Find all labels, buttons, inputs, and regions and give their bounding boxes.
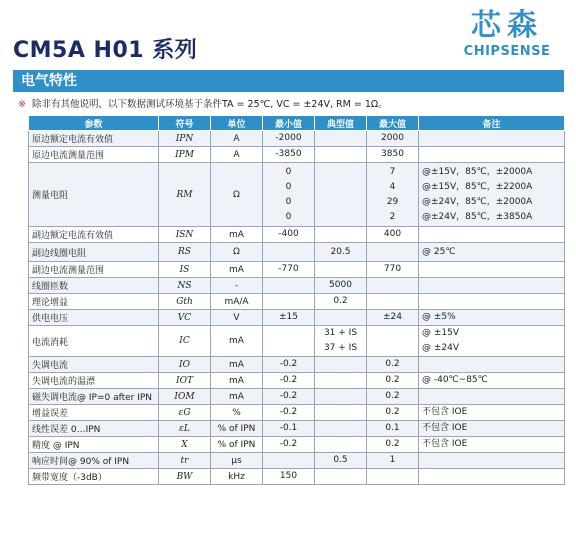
cell-max-line: 3850 [381,149,404,159]
cell-param: 理论增益 [29,294,159,310]
cell-param: 线圈匝数 [29,278,159,294]
brand-logo [452,10,562,59]
cell-note [419,163,565,227]
table-row [29,147,565,163]
cell-param: 响应时间@ 90% of IPN [29,453,159,469]
cell-param: 频带宽度（-3dB） [29,469,159,485]
cell-unit: % of IPN [211,437,263,453]
table-row [29,389,565,405]
table-row [29,357,565,373]
cell-typ-line: 37 + IS [323,343,358,353]
logo-chinese: 芯森 [471,8,543,43]
cell-unit: - [211,278,263,294]
cell-note [419,437,565,453]
cell-symbol: IOT [159,373,211,389]
cell-symbol: IOM [159,389,211,405]
cell-note [419,278,565,294]
cell-symbol: IPN [159,131,211,147]
cell-symbol: BW [159,469,211,485]
cell-note [419,373,565,389]
cell-max-line: 0.2 [385,375,400,385]
cell-min [263,453,315,469]
cell-max [367,147,419,163]
cell-typ [315,131,367,147]
cell-min [263,131,315,147]
cell-min-line: 150 [279,471,298,481]
cell-param: 副边额定电流有效值 [29,227,159,243]
cell-symbol: IO [159,357,211,373]
cell-param: 原边电流测量范围 [29,147,159,163]
cell-note-line: 不包含 IOE [422,407,468,417]
cell-max [367,163,419,227]
cell-max [367,437,419,453]
table-row [29,262,565,278]
cell-typ [315,421,367,437]
cell-symbol: ISN [159,227,211,243]
cell-min-line: -3850 [275,149,302,159]
cell-unit: A [211,147,263,163]
cell-typ [315,278,367,294]
cell-unit: mA [211,227,263,243]
cell-max [367,469,419,485]
table-row [29,131,565,147]
cell-max-line: 29 [386,196,399,207]
cell-max-line: 2000 [381,133,404,143]
cell-unit: Ω [211,243,263,262]
cell-note [419,357,565,373]
cell-max-line: 0.2 [385,439,400,449]
cell-param: 原边额定电流有效值 [29,131,159,147]
cell-max [367,421,419,437]
cell-unit: kHz [211,469,263,485]
cell-symbol: εL [159,421,211,437]
electrical-spec-table [28,115,565,485]
cell-unit: mA [211,326,263,357]
cell-param: 供电电压 [29,310,159,326]
cell-unit: mA/A [211,294,263,310]
cell-note-line: @ ±15V [422,328,460,338]
cell-param: 测量电阻 [29,163,159,227]
cell-min [263,389,315,405]
cell-min [263,163,315,227]
table-row [29,326,565,357]
cell-min [263,243,315,262]
cell-unit: Ω [211,163,263,227]
cell-typ [315,243,367,262]
cell-typ [315,453,367,469]
cell-note-line: @±15V，85℃，±2200A [422,181,533,192]
cell-symbol: IPM [159,147,211,163]
cell-typ [315,437,367,453]
cell-symbol: IC [159,326,211,357]
cell-min-line: -0.2 [279,359,298,369]
cell-symbol: Gth [159,294,211,310]
table-row [29,310,565,326]
cell-param: 线性误差 0…IPN [29,421,159,437]
cell-param: 副边线圈电阻 [29,243,159,262]
col-header-param: 参数 [29,116,159,131]
col-header-max: 最大值 [367,116,419,131]
cell-min-line: -770 [278,264,299,274]
cell-min [263,310,315,326]
cell-note [419,453,565,469]
cell-min-line: -400 [278,229,299,239]
cell-min [263,421,315,437]
cell-max [367,357,419,373]
cell-min [263,147,315,163]
cell-symbol: VC [159,310,211,326]
cell-min-line: ±15 [279,312,298,322]
cell-min-line: -0.2 [279,391,298,401]
table-row [29,294,565,310]
cell-note [419,147,565,163]
cell-min [263,437,315,453]
cell-param: 精度 @ IPN [29,437,159,453]
cell-min-line: 0 [285,166,292,177]
cell-unit: mA [211,373,263,389]
cell-note [419,405,565,421]
cell-symbol: tr [159,453,211,469]
cell-note [419,262,565,278]
table-row [29,405,565,421]
cell-min-line: 0 [285,181,292,192]
cell-typ-line: 20.5 [330,246,351,257]
cell-param: 电流消耗 [29,326,159,357]
cell-typ [315,227,367,243]
cell-max-line: 7 [389,166,396,177]
cell-unit: A [211,131,263,147]
col-header-unit: 单位 [211,116,263,131]
cell-unit: mA [211,357,263,373]
cell-min [263,405,315,421]
note-text: 除非有其他说明，以下数据测试环境基于条件TA = 25℃, VC = ±24V, RM = 1Ω。 [31,99,388,110]
cell-max [367,294,419,310]
cell-max [367,227,419,243]
cell-typ [315,389,367,405]
cell-note [419,389,565,405]
cell-max-line: 770 [383,264,402,274]
cell-note [419,131,565,147]
table-row [29,227,565,243]
cell-typ [315,310,367,326]
note-mark-icon: ※ [18,99,26,110]
cell-max [367,310,419,326]
cell-min [263,357,315,373]
cell-typ [315,405,367,421]
cell-max [367,326,419,357]
cell-note [419,326,565,357]
cell-param: 磁失调电流@ IP=0 after IPN [29,389,159,405]
cell-max-line: 0.2 [385,407,400,417]
table-header-row [29,116,565,131]
cell-max-line: 4 [389,181,396,192]
cell-max-line: 2 [389,211,396,222]
cell-note [419,469,565,485]
table-row [29,469,565,485]
cell-max [367,243,419,262]
cell-max [367,405,419,421]
cell-symbol: RM [159,163,211,227]
cell-note-line: @ 25℃ [422,246,456,257]
cell-param: 失调电流 [29,357,159,373]
cell-max-line: 1 [389,455,396,465]
cell-param: 副边电流测量范围 [29,262,159,278]
cell-max-line: 0.2 [385,391,400,401]
table-row [29,278,565,294]
cell-max-line: 0.2 [385,359,400,369]
cell-symbol: X [159,437,211,453]
table-row [29,437,565,453]
cell-min [263,373,315,389]
cell-min-line: -0.1 [279,423,298,433]
cell-note [419,243,565,262]
cell-max [367,262,419,278]
cell-note-line: @ ±5% [422,312,456,322]
table-row [29,163,565,227]
logo-english: CHIPSENSE [463,44,551,59]
cell-min [263,278,315,294]
table-row [29,243,565,262]
cell-min-line: -2000 [275,133,302,143]
cell-typ [315,326,367,357]
table-row [29,373,565,389]
cell-symbol: NS [159,278,211,294]
cell-typ [315,262,367,278]
condition-note [18,96,388,110]
cell-note-line: @ -40℃~85℃ [422,375,488,385]
cell-min-line: -0.2 [279,439,298,449]
page-title: CM5A H01 系列 [13,38,198,63]
cell-note [419,294,565,310]
cell-min [263,469,315,485]
cell-symbol: IS [159,262,211,278]
cell-min-line: -0.2 [279,407,298,417]
cell-note-line: @±24V，85℃，±3850A [422,211,533,222]
cell-typ-line: 0.5 [333,455,348,465]
cell-max [367,278,419,294]
col-header-symbol: 符号 [159,116,211,131]
cell-min-line: 0 [285,211,292,222]
cell-typ-line: 31 + IS [323,328,358,338]
cell-note-line: 不包含 IOE [422,439,468,449]
cell-note-line: @ ±24V [422,343,460,353]
cell-max [367,453,419,469]
cell-max-line: ±24 [383,312,402,322]
cell-min-line: -0.2 [279,375,298,385]
cell-min [263,262,315,278]
col-header-min: 最小值 [263,116,315,131]
cell-typ [315,147,367,163]
cell-unit: V [211,310,263,326]
cell-unit: % [211,405,263,421]
cell-param: 失调电流的温漂 [29,373,159,389]
table-row [29,453,565,469]
cell-typ-line: 0.2 [333,296,348,306]
cell-note-line: 不包含 IOE [422,423,468,433]
col-header-note: 备注 [419,116,565,131]
cell-unit: mA [211,389,263,405]
cell-param: 增益误差 [29,405,159,421]
cell-min [263,326,315,357]
cell-max-line: 0.1 [385,423,400,433]
table-row [29,421,565,437]
cell-note-line: @±15V，85℃，±2000A [422,166,533,177]
cell-symbol: εG [159,405,211,421]
cell-note [419,310,565,326]
cell-min [263,227,315,243]
cell-unit: % of IPN [211,421,263,437]
cell-note [419,421,565,437]
cell-max [367,131,419,147]
cell-max-line: 400 [383,229,402,239]
cell-max [367,373,419,389]
cell-typ [315,163,367,227]
section-header: 电气特性 [13,70,564,92]
cell-typ [315,373,367,389]
cell-typ [315,294,367,310]
col-header-typ: 典型值 [315,116,367,131]
cell-note [419,227,565,243]
cell-typ [315,469,367,485]
cell-symbol: RS [159,243,211,262]
cell-unit: mA [211,262,263,278]
cell-typ-line: 5000 [329,280,352,290]
cell-max [367,389,419,405]
cell-note-line: @±24V，85℃，±2000A [422,196,533,207]
cell-unit: μs [211,453,263,469]
cell-typ [315,357,367,373]
cell-min-line: 0 [285,196,292,207]
cell-min [263,294,315,310]
